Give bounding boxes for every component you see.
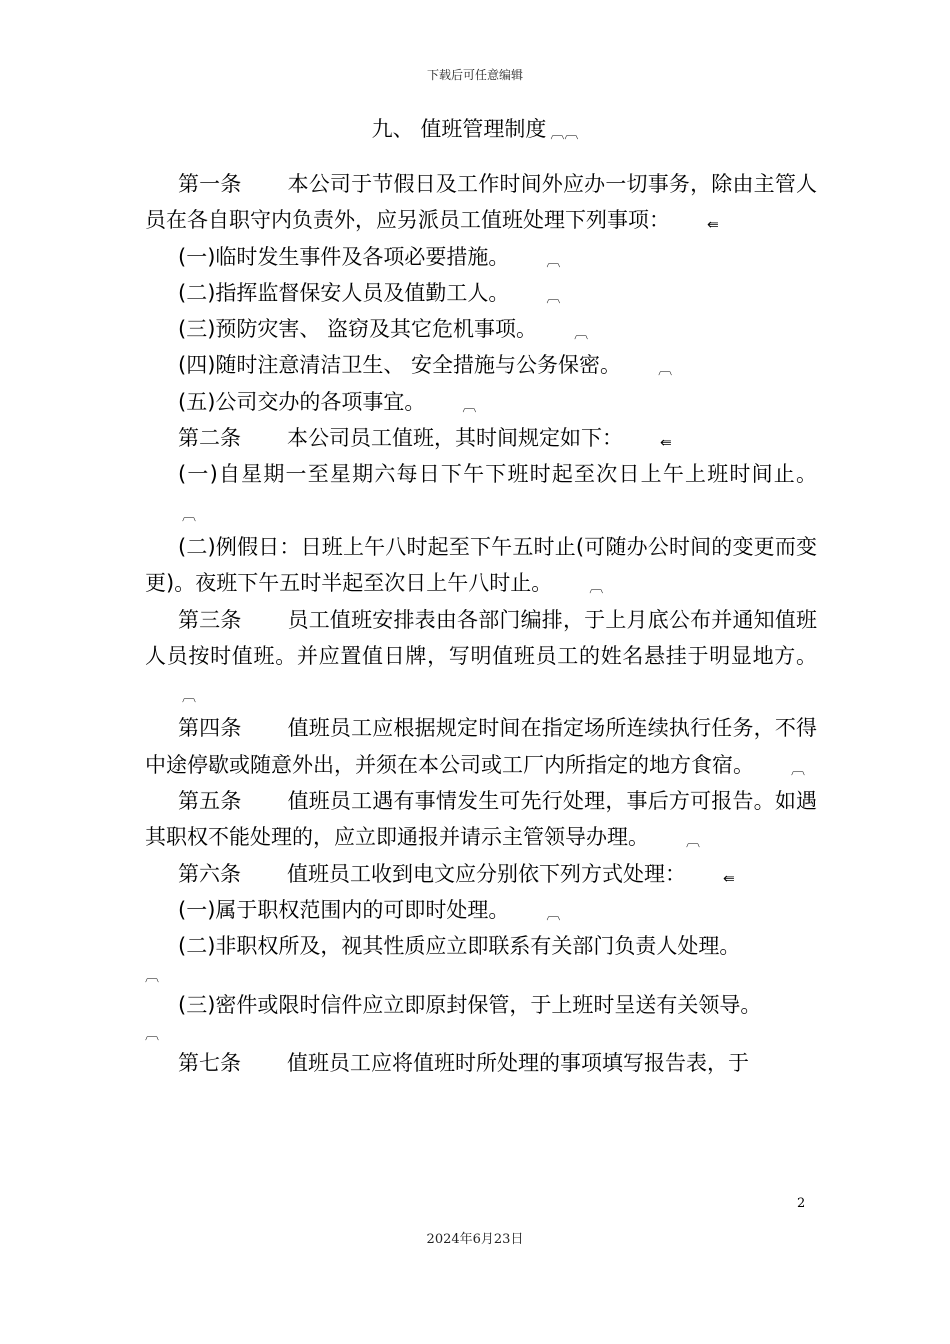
page-number: 2 [797,1196,806,1211]
list-item-paragraph [145,928,817,986]
paragraph-mark-icon: ︹ [182,689,196,706]
paragraph-text: (一)临时发生事件及各项必要措施。 [178,244,510,269]
clause-paragraph [145,783,817,856]
paragraph-mark-icon: ︹ [462,398,477,415]
paragraph-mark-icon: ︹ [546,253,561,270]
paragraph-mark-icon: ⇚ [723,870,735,887]
list-item-paragraph [145,456,817,529]
paragraph-text: (五)公司交办的各项事宜。 [178,389,426,414]
paragraph-text: (三)预防灾害、 盗窃及其它危机事项。 [178,317,538,342]
paragraph-text: 员工值班安排表由各部门编排，于上月底公布并通知值班人员按时值班。并应置值日牌，写明值班员工的姓名悬挂于明显地方。 [145,607,818,668]
paragraph-text: (二)非职权所及，视其性质应立即联系有关部门负责人处理。 [178,934,741,959]
clause-paragraph [145,166,817,239]
list-item-paragraph [145,987,817,1045]
list-item-paragraph [145,892,817,928]
paragraph-mark-icon: ︹ [145,968,159,985]
paragraph-text: 本公司员工值班，其时间规定如下： [287,426,623,451]
paragraph-mark-icon: ︹ [145,1026,159,1043]
paragraph-text: 值班员工应将值班时所处理的事项填写报告表，于 [287,1050,749,1075]
paragraph-mark-icon: ︹ [791,761,805,778]
clause-paragraph [145,1045,817,1081]
paragraph-mark-icon: ︹︹ [550,126,579,142]
paragraph-mark-icon: ︹ [589,580,604,597]
paragraph-mark-icon: ⇚ [660,435,672,452]
paragraph-mark-icon: ⇚ [707,217,719,234]
clause-number: 第三条 [178,607,242,632]
clause-number: 第一条 [178,172,242,196]
clause-paragraph [145,710,817,783]
clause-number: 第七条 [178,1050,241,1075]
clause-number: 第二条 [178,426,241,451]
list-item-paragraph [145,239,817,275]
clause-paragraph [145,602,817,711]
paragraph-mark-icon: ︹ [686,834,700,851]
list-item-paragraph [145,529,817,602]
paragraph-text: (二)例假日：日班上午八时起至下午五时止(可随办公时间的变更而变更)。夜班下午五时半起至次日上午八时止。 [145,534,817,596]
list-item-paragraph [145,384,817,420]
paragraph-mark-icon: ︹ [546,289,561,306]
clause-number: 第四条 [178,716,242,741]
page-header: 下载后可任意编辑 [426,68,523,82]
paragraph-text: (四)随时注意清洁卫生、 安全措施与公务保密。 [178,353,622,378]
paragraph-text: 值班员工遇有事情发生可先行处理，事后方可报告。如遇其职权不能处理的，应立即通报并请示主管领导办理。 [145,789,818,850]
paragraph-mark-icon: ︹ [658,362,673,379]
list-item-paragraph [145,311,817,347]
list-item-paragraph [145,275,817,311]
document-title-text: 九、 值班管理制度 [371,117,547,141]
list-item-paragraph [145,347,817,383]
paragraph-mark-icon: ︹ [574,326,589,343]
clause-paragraph [145,420,817,456]
paragraph-mark-icon: ︹ [182,507,196,524]
document-body [145,166,817,1081]
document-title [0,115,950,143]
paragraph-text: 本公司于节假日及工作时间外应办一切事务，除由主管人员在各自职守内负责外，应另派员工值班处理下列事项： [145,172,818,233]
paragraph-mark-icon: ︹ [546,906,561,923]
clause-number: 第五条 [178,789,242,814]
clause-number: 第六条 [178,861,241,886]
paragraph-text: (三)密件或限时信件应立即原封保管，于上班时呈送有关领导。 [178,992,762,1017]
paragraph-text: (一)属于职权范围内的可即时处理。 [178,897,510,922]
paragraph-text: 值班员工收到电文应分别依下列方式处理： [287,861,686,886]
paragraph-text: 值班员工应根据规定时间在指定场所连续执行任务，不得中途停歇或随意外出，并须在本公司或工厂内所指定的地方食宿。 [145,716,818,777]
paragraph-text: (二)指挥监督保安人员及值勤工人。 [178,280,510,305]
paragraph-text: (一)自星期一至星期六每日下午下班时起至次日上午上班时间止。 [178,462,817,487]
clause-paragraph [145,856,817,892]
page-footer-date: 2024年6月23日 [426,1232,524,1247]
